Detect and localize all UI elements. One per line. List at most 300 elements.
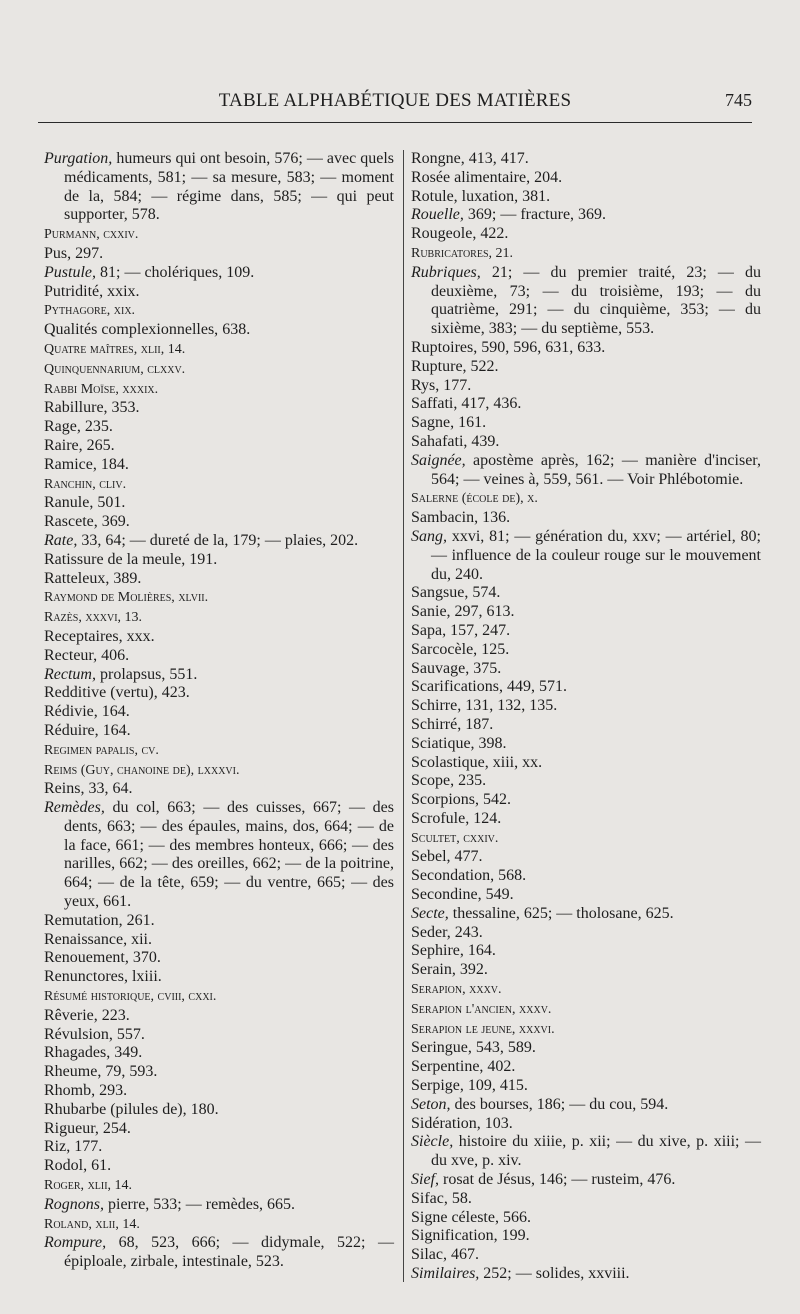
entry-references: 423. — [157, 684, 190, 702]
entry-references: 157, 247. — [446, 621, 511, 639]
index-entry — [411, 829, 761, 849]
index-entry — [44, 931, 394, 950]
entry-references: cxxiv. — [459, 830, 499, 846]
index-entry — [44, 1026, 394, 1045]
entry-references: 199. — [497, 1227, 530, 1245]
entry-heading: Razès, — [44, 610, 82, 626]
entry-references: 124. — [469, 809, 502, 827]
entry-heading: Receptaires, — [44, 627, 123, 645]
index-entry — [411, 1133, 761, 1171]
index-entry — [44, 647, 394, 666]
index-entry — [411, 264, 761, 339]
index-entry — [411, 169, 761, 188]
entry-references: xlii, 14. — [84, 1178, 133, 1194]
entry-references: 353. — [107, 399, 140, 417]
index-entry — [44, 551, 394, 570]
entry-references: 21. — [492, 245, 514, 261]
entry-heading: Quatre maîtres, — [44, 341, 138, 357]
entry-heading: Sifac, — [411, 1189, 448, 1207]
entry-heading: Rhomb, — [44, 1082, 96, 1100]
entry-references: 187. — [461, 715, 494, 733]
entry-references: 297, 613. — [450, 603, 515, 621]
index-entry — [44, 684, 394, 703]
entry-heading: Sidération, — [411, 1114, 481, 1132]
index-entry — [44, 1157, 394, 1176]
index-entry — [411, 867, 761, 886]
entry-heading: Rubricatores, — [411, 245, 493, 261]
index-entry — [411, 414, 761, 433]
entry-heading: Pus, — [44, 244, 72, 262]
entry-references: 261. — [122, 911, 155, 929]
entry-references: 543, 589. — [471, 1039, 536, 1057]
entry-heading: Serapion le jeune, — [411, 1021, 516, 1037]
entry-heading: Rongne, — [411, 150, 465, 167]
entry-references: (école de), x. — [458, 491, 538, 507]
entry-heading: Seringue, — [411, 1039, 472, 1057]
entry-heading: Serain, — [411, 961, 456, 979]
entry-heading: Renaissance, — [44, 930, 128, 948]
index-column-right — [411, 150, 761, 1284]
entry-heading: Signification, — [411, 1227, 498, 1245]
entry-references: 177. — [439, 376, 472, 394]
entry-heading: Ramice, — [44, 455, 97, 473]
index-entry — [44, 494, 394, 513]
index-entry — [411, 244, 761, 264]
index-entry — [44, 321, 394, 340]
index-entry — [411, 810, 761, 829]
index-entry — [411, 188, 761, 207]
index-entry — [411, 791, 761, 810]
entry-references: rosat de Jésus, 146; — rusteim, 476. — [439, 1171, 676, 1189]
entry-references: 161. — [454, 414, 487, 432]
entry-heading: Scultet, — [411, 830, 460, 846]
index-entry — [44, 380, 394, 400]
entry-references: 79, 593. — [101, 1063, 158, 1081]
entry-heading: Riz, — [44, 1138, 71, 1156]
entry-heading: Saignée, — [411, 451, 466, 469]
entry-references: xxxvi, 13. — [81, 610, 143, 626]
index-entry — [411, 452, 761, 490]
entry-references: 449, 571. — [502, 678, 567, 696]
entry-references: xxxvi. — [515, 1021, 555, 1037]
entry-references: 61. — [87, 1157, 112, 1175]
entry-heading: Silac, — [411, 1246, 447, 1264]
index-entry — [411, 716, 761, 735]
entry-heading: Rascete, — [44, 513, 98, 531]
index-entry — [411, 980, 761, 1000]
entry-heading: Qualités complexionnelles, — [44, 321, 219, 339]
index-entry — [44, 264, 394, 283]
index-entry — [411, 924, 761, 943]
entry-references: 402. — [483, 1058, 516, 1076]
entry-heading: Sebel, — [411, 848, 451, 866]
entry-references: 81; — cholériques, 109. — [96, 263, 255, 281]
entry-references: 389. — [109, 569, 142, 587]
index-entry — [44, 780, 394, 799]
entry-heading: Rubriques, — [411, 263, 481, 281]
index-entry — [411, 377, 761, 396]
index-entry — [411, 848, 761, 867]
entry-heading: Rys, — [411, 376, 440, 394]
entry-heading: Ranchin, — [44, 476, 96, 492]
entry-heading: Reims — [44, 762, 78, 778]
index-entry — [411, 489, 761, 509]
entry-references: (Guy, chanoine de), lxxxvi. — [77, 762, 240, 778]
index-entry — [44, 225, 394, 245]
entry-heading: Sang, — [411, 527, 447, 545]
index-entry — [411, 395, 761, 414]
entry-heading: Sephire, — [411, 942, 464, 960]
entry-heading: Sief, — [411, 1171, 439, 1189]
entry-references: 125. — [477, 640, 510, 658]
entry-references: des bourses, 186; — du cou, 594. — [450, 1095, 669, 1113]
entry-heading: Scrofule, — [411, 809, 470, 827]
index-entry — [44, 741, 394, 761]
entry-references: 136. — [478, 509, 511, 527]
index-entry — [44, 608, 394, 628]
index-entry — [44, 1044, 394, 1063]
index-entry — [44, 1215, 394, 1235]
entry-references: cv. — [137, 742, 159, 758]
entry-heading: Serpige, — [411, 1077, 464, 1095]
entry-heading: Purgation, — [44, 150, 113, 167]
entry-references: 103. — [480, 1114, 513, 1132]
index-entry — [411, 150, 761, 169]
entry-heading: Rabbi Moïse, — [44, 381, 119, 397]
index-entry — [44, 1176, 394, 1196]
entry-references: 265. — [82, 436, 115, 454]
entry-references: 375. — [469, 659, 502, 677]
entry-references: 413, 417. — [464, 150, 529, 167]
index-entry — [44, 968, 394, 987]
entry-references: xxxv. — [465, 982, 502, 998]
entry-heading: Ratteleux, — [44, 569, 110, 587]
index-entry — [44, 722, 394, 741]
entry-heading: Rigueur, — [44, 1119, 99, 1137]
entry-references: clxxv. — [143, 361, 186, 377]
entry-heading: Rage, — [44, 418, 81, 436]
index-entry — [44, 1120, 394, 1139]
index-entry — [411, 697, 761, 716]
entry-heading: Rectum, — [44, 665, 96, 683]
entry-references: xix. — [110, 303, 136, 319]
column-divider — [403, 150, 404, 1282]
index-entry — [411, 886, 761, 905]
index-entry — [411, 1058, 761, 1077]
index-entry — [44, 703, 394, 722]
index-entry — [411, 678, 761, 697]
index-entry — [44, 245, 394, 264]
entry-heading: Schirré, — [411, 715, 462, 733]
index-entry — [411, 584, 761, 603]
entry-heading: Serapion, — [411, 982, 466, 998]
entry-heading: Redditive (vertu), — [44, 684, 158, 702]
entry-references: cviii, cxxi. — [154, 989, 217, 1005]
index-entry — [44, 475, 394, 495]
entry-references: xxvi, 81; — génération du, xxv; — artériel, 80; — influence de la couleur rouge sur le mouvement du, 240. — [431, 527, 761, 583]
index-entry — [44, 360, 394, 380]
index-entry — [411, 358, 761, 377]
entry-heading: Scope, — [411, 772, 455, 790]
index-entry — [44, 628, 394, 647]
entry-heading: Rheume, — [44, 1063, 102, 1081]
entry-references: 549. — [481, 886, 514, 904]
index-entry — [411, 961, 761, 980]
index-entry — [44, 949, 394, 968]
entry-heading: Secondine, — [411, 886, 482, 904]
entry-heading: Raire, — [44, 436, 83, 454]
index-entry — [411, 1209, 761, 1228]
entry-heading: Sarcocèle, — [411, 640, 478, 658]
entry-references: thessaline, 625; — tholosane, 625. — [448, 904, 674, 922]
index-entry — [411, 509, 761, 528]
entry-heading: Putridité, — [44, 282, 104, 300]
entry-heading: Rupture, — [411, 357, 467, 375]
entry-heading: Raymond de Molières, — [44, 590, 175, 606]
entry-references: 574. — [468, 584, 501, 602]
entry-heading: Rodol, — [44, 1157, 88, 1175]
index-entry — [411, 1171, 761, 1190]
entry-references: 33, 64; — dureté de la, 179; — plaies, 202. — [77, 531, 359, 549]
index-entry — [411, 905, 761, 924]
entry-heading: Signe céleste, — [411, 1208, 499, 1226]
entry-references: 235. — [80, 418, 113, 436]
index-entry — [411, 942, 761, 961]
entry-heading: Renouement, — [44, 949, 129, 967]
index-column-left — [44, 150, 394, 1272]
entry-heading: Rédivie, — [44, 703, 98, 721]
entry-heading: Secondation, — [411, 867, 495, 885]
entry-heading: Ratissure de la meule, — [44, 550, 186, 568]
index-entry — [44, 437, 394, 456]
entry-references: 369. — [97, 513, 130, 531]
entry-references: lxiii. — [127, 968, 162, 986]
index-entry — [411, 1077, 761, 1096]
entry-heading: Serapion l'ancien, — [411, 1001, 516, 1017]
index-entry — [44, 301, 394, 321]
entry-references: 638. — [218, 321, 251, 339]
entry-references: cliv. — [95, 476, 127, 492]
entry-heading: Seder, — [411, 923, 451, 941]
entry-references: histoire du xiiie, p. xii; — du xive, p. xiii; — du xve, p. xiv. — [431, 1133, 761, 1170]
entry-heading: Quinquennarium, — [44, 361, 144, 377]
entry-references: 542. — [479, 791, 511, 809]
entry-references: 392. — [455, 961, 488, 979]
entry-heading: Purmann, — [44, 227, 100, 243]
entry-heading: Scarifications, — [411, 678, 503, 696]
entry-references: 252; — solides, xxviii. — [479, 1265, 630, 1283]
entry-references: 131, 132, 135. — [461, 697, 558, 715]
entry-heading: Schirre, — [411, 697, 462, 715]
index-entry — [44, 666, 394, 685]
entry-references: 223. — [97, 1006, 130, 1024]
entry-references: xlvii. — [174, 590, 209, 606]
index-entry — [44, 399, 394, 418]
entry-heading: Roland, — [44, 1216, 92, 1232]
entry-references: du col, 663; — des cuisses, 667; — des dents, 663; — des épaules, mains, dos, 664; — de la face, 661; — des membres honteux, 666; — des narilles, 662; — des oreilles, 662; — de la poitrine, 664; — de la tête, 659; — du ventre, 665; — des yeux, 661. — [64, 799, 394, 911]
entry-heading: Sagne, — [411, 414, 455, 432]
entry-references: xxx. — [122, 627, 155, 645]
entry-references: 164. — [463, 942, 496, 960]
entry-heading: Remèdes, — [44, 799, 105, 817]
entry-references: 191. — [185, 550, 218, 568]
entry-references: 477. — [450, 848, 483, 866]
index-entry — [44, 532, 394, 551]
entry-references: 254. — [98, 1119, 131, 1137]
entry-references: 406. — [97, 646, 130, 664]
index-entry — [411, 1227, 761, 1246]
index-entry — [44, 1101, 394, 1120]
entry-references: 58. — [447, 1189, 472, 1207]
index-entry — [44, 1063, 394, 1082]
index-entry — [44, 340, 394, 360]
entry-heading: Rhagades, — [44, 1044, 111, 1062]
index-entry — [411, 1020, 761, 1040]
entry-references: 349. — [110, 1044, 143, 1062]
entry-heading: Siècle, — [411, 1133, 454, 1151]
entry-references: 164. — [97, 703, 130, 721]
index-entry — [44, 513, 394, 532]
entry-heading: Serpentine, — [411, 1058, 484, 1076]
entry-heading: Pustule, — [44, 263, 96, 281]
entry-heading: Remutation, — [44, 911, 123, 929]
entry-heading: Rompure, — [44, 1234, 107, 1252]
entry-references: xxxv. — [515, 1001, 552, 1017]
index-entry — [44, 761, 394, 781]
entry-heading: Seton, — [411, 1095, 451, 1113]
entry-heading: Renunctores, — [44, 968, 128, 986]
entry-references: pierre, 533; — remèdes, 665. — [104, 1195, 296, 1213]
entry-references: 398. — [474, 734, 507, 752]
index-entry — [44, 456, 394, 475]
entry-references: apostème après, 162; — manière d'inciser, 564; — veines à, 559, 561. — Voir Phlébotomie. — [431, 451, 761, 488]
index-entry — [44, 1138, 394, 1157]
entry-heading: Révulsion, — [44, 1025, 113, 1043]
index-entry — [44, 418, 394, 437]
index-entry — [411, 735, 761, 754]
entry-references: 590, 596, 631, 633. — [477, 338, 606, 356]
index-entry — [411, 1115, 761, 1134]
entry-references: xxxix. — [118, 381, 159, 397]
entry-heading: Rhubarbe (pilules de), — [44, 1100, 187, 1118]
entry-references: humeurs qui ont besoin, 576; — avec quels médicaments, 581; — sa mesure, 583; — moment de la, 584; — régime dans, 585; — qui peut supporter, 578. — [64, 150, 394, 224]
entry-heading: Rougeole, — [411, 225, 477, 243]
entry-heading: Ranule, — [44, 494, 94, 512]
entry-references: 422. — [476, 225, 509, 243]
entry-heading: Rotule, luxation, — [411, 187, 519, 205]
index-entry — [411, 1039, 761, 1058]
entry-references: 417, 436. — [457, 395, 522, 413]
index-entry — [411, 1246, 761, 1265]
index-entry — [411, 1265, 761, 1284]
entry-heading: Sapa, — [411, 621, 447, 639]
entry-references: 164. — [98, 721, 131, 739]
entry-heading: Rate, — [44, 531, 78, 549]
index-entry — [44, 1234, 394, 1272]
entry-references: 370. — [128, 949, 161, 967]
entry-heading: Pythagore, — [44, 303, 111, 319]
index-entry — [411, 772, 761, 791]
entry-heading: Sauvage, — [411, 659, 470, 677]
index-entry — [411, 754, 761, 773]
entry-heading: Scolastique, — [411, 753, 489, 771]
page-number: 745 — [725, 90, 752, 110]
index-entry — [411, 1096, 761, 1115]
entry-heading: Rouelle, — [411, 206, 464, 224]
entry-heading: Réduire, — [44, 721, 99, 739]
index-entry — [44, 150, 394, 225]
entry-references: 297. — [71, 244, 104, 262]
entry-heading: Ruptoires, — [411, 338, 478, 356]
index-entry — [411, 641, 761, 660]
entry-heading: Saffati, — [411, 395, 458, 413]
entry-references: 293. — [95, 1082, 128, 1100]
entry-references: 439. — [467, 432, 500, 450]
entry-heading: Sangsue, — [411, 584, 469, 602]
index-entry — [44, 1196, 394, 1215]
entry-heading: Rabillure, — [44, 399, 108, 417]
entry-heading: Similaires, — [411, 1265, 480, 1283]
entry-references: 568. — [494, 867, 527, 885]
entry-references: xlii, 14. — [91, 1216, 140, 1232]
entry-references: 184. — [96, 455, 129, 473]
entry-references: 204. — [530, 168, 563, 186]
entry-heading: Recteur, — [44, 646, 98, 664]
entry-heading: Roger, — [44, 1178, 85, 1194]
index-entry — [411, 339, 761, 358]
index-entry — [44, 588, 394, 608]
entry-heading: Salerne — [411, 491, 459, 507]
entry-references: 467. — [447, 1246, 479, 1264]
entry-references: xiii, xx. — [488, 753, 543, 771]
entry-references: 235. — [454, 772, 487, 790]
index-entry — [44, 987, 394, 1007]
index-entry — [44, 1082, 394, 1101]
index-entry — [411, 1000, 761, 1020]
index-entry — [411, 225, 761, 244]
entry-references: 68, 523, 666; — didymale, 522; — épiploale, zirbale, intestinale, 523. — [64, 1234, 394, 1271]
entry-references: xxix. — [103, 282, 140, 300]
index-entry — [44, 1007, 394, 1026]
index-entry — [411, 433, 761, 452]
index-entry — [44, 570, 394, 589]
index-entry — [411, 1190, 761, 1209]
index-entry — [411, 206, 761, 225]
page-title: TABLE ALPHABÉTIQUE DES MATIÈRES — [218, 90, 572, 111]
entry-heading: Résumé historique, — [44, 989, 155, 1005]
entry-heading: Sambacin, — [411, 509, 479, 527]
entry-heading: Sciatique, — [411, 734, 475, 752]
entry-references: 243. — [450, 923, 483, 941]
entry-references: 501. — [93, 494, 126, 512]
index-entry — [411, 660, 761, 679]
entry-heading: Secte, — [411, 904, 449, 922]
index-entry — [411, 528, 761, 584]
entry-references: xlii, 14. — [137, 341, 186, 357]
entry-heading: Scorpions, — [411, 791, 479, 809]
entry-references: cxxiv. — [99, 227, 139, 243]
index-entry — [44, 799, 394, 912]
index-entry — [411, 603, 761, 622]
entry-heading: Sahafati, — [411, 432, 468, 450]
entry-heading: Rosée alimentaire, — [411, 168, 531, 186]
entry-heading: Regimen papalis, — [44, 742, 138, 758]
entry-references: prolapsus, 551. — [95, 665, 198, 683]
entry-references: xii. — [127, 930, 152, 948]
entry-references: 21; — du premier traité, 23; — du deuxième, 73; — du troisième, 193; — du quatrième, 291; — du cinquième, 353; — du sixième, 383; — du septième, 553. — [431, 263, 761, 338]
entry-heading: Sanie, — [411, 603, 451, 621]
entry-references: 33, 64. — [84, 780, 133, 798]
